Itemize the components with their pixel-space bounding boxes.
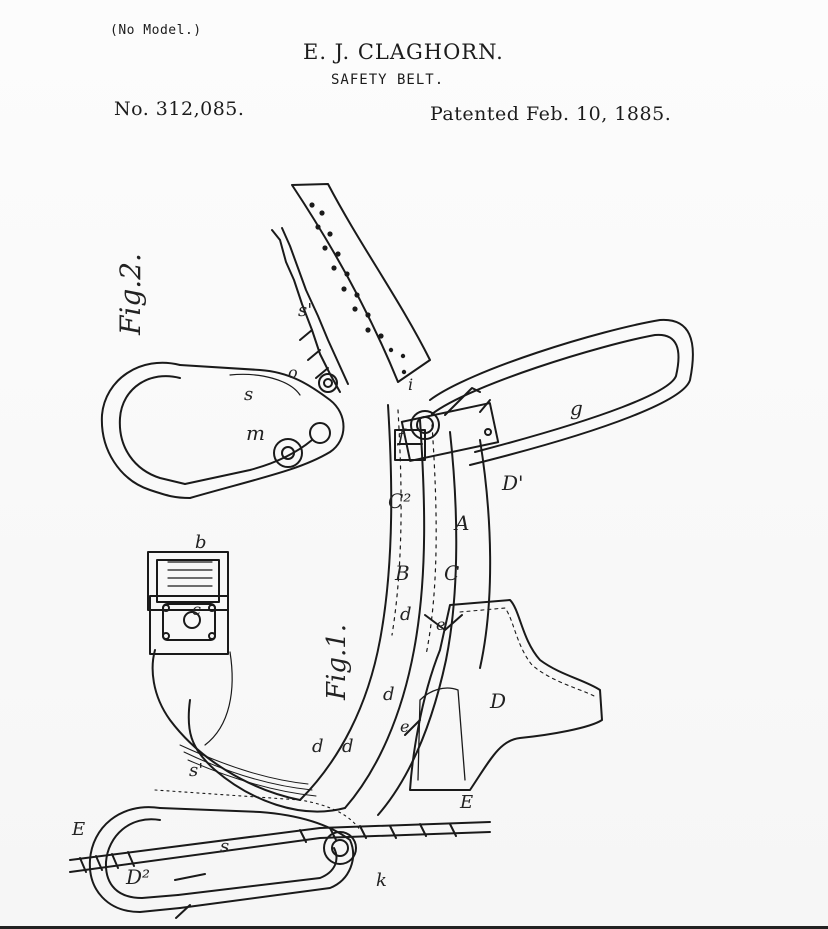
label-C2: C² <box>388 489 412 513</box>
patent-number: No. 312,085. <box>114 98 245 120</box>
invention-title: SAFETY BELT. <box>331 72 445 88</box>
label-C: C <box>444 561 460 585</box>
label-i: i <box>408 375 414 394</box>
inner-strap <box>153 650 345 812</box>
figure-2-label: Fig.2. <box>114 253 147 335</box>
label-d-4: d <box>312 736 324 757</box>
no-model-note: (No Model.) <box>110 23 202 38</box>
label-A: A <box>455 511 470 535</box>
label-o: o <box>288 363 298 382</box>
label-s-prime-2: s' <box>189 760 204 781</box>
label-E-2: E <box>460 792 474 813</box>
buckle <box>148 552 228 654</box>
label-D-prime: D' <box>502 471 524 495</box>
label-k: k <box>376 870 387 891</box>
label-d-1: d <box>400 604 412 625</box>
label-s-1: s <box>244 384 254 405</box>
label-D: D <box>490 689 507 713</box>
inventor-name: E. J. CLAGHORN. <box>303 40 504 64</box>
label-s-prime-1: s' <box>298 300 313 321</box>
belt-band <box>300 405 490 815</box>
label-s-2: s <box>220 836 230 857</box>
loop-strap <box>402 320 693 465</box>
label-B: B <box>395 561 410 585</box>
figure-1-label: Fig.1. <box>322 623 352 700</box>
label-e-1: e <box>436 615 446 634</box>
label-m: m <box>246 421 265 445</box>
perforated-strap <box>292 184 430 382</box>
label-D2: D² <box>126 865 151 889</box>
label-f: f <box>398 426 405 447</box>
label-d-3: d <box>342 736 354 757</box>
label-d-2: d <box>383 684 395 705</box>
label-c: c <box>192 600 201 619</box>
label-g: g <box>570 396 583 420</box>
label-e-2: e <box>400 717 410 736</box>
label-b: b <box>195 532 207 553</box>
patent-date: Patented Feb. 10, 1885. <box>430 103 672 125</box>
label-E-1: E <box>72 819 86 840</box>
